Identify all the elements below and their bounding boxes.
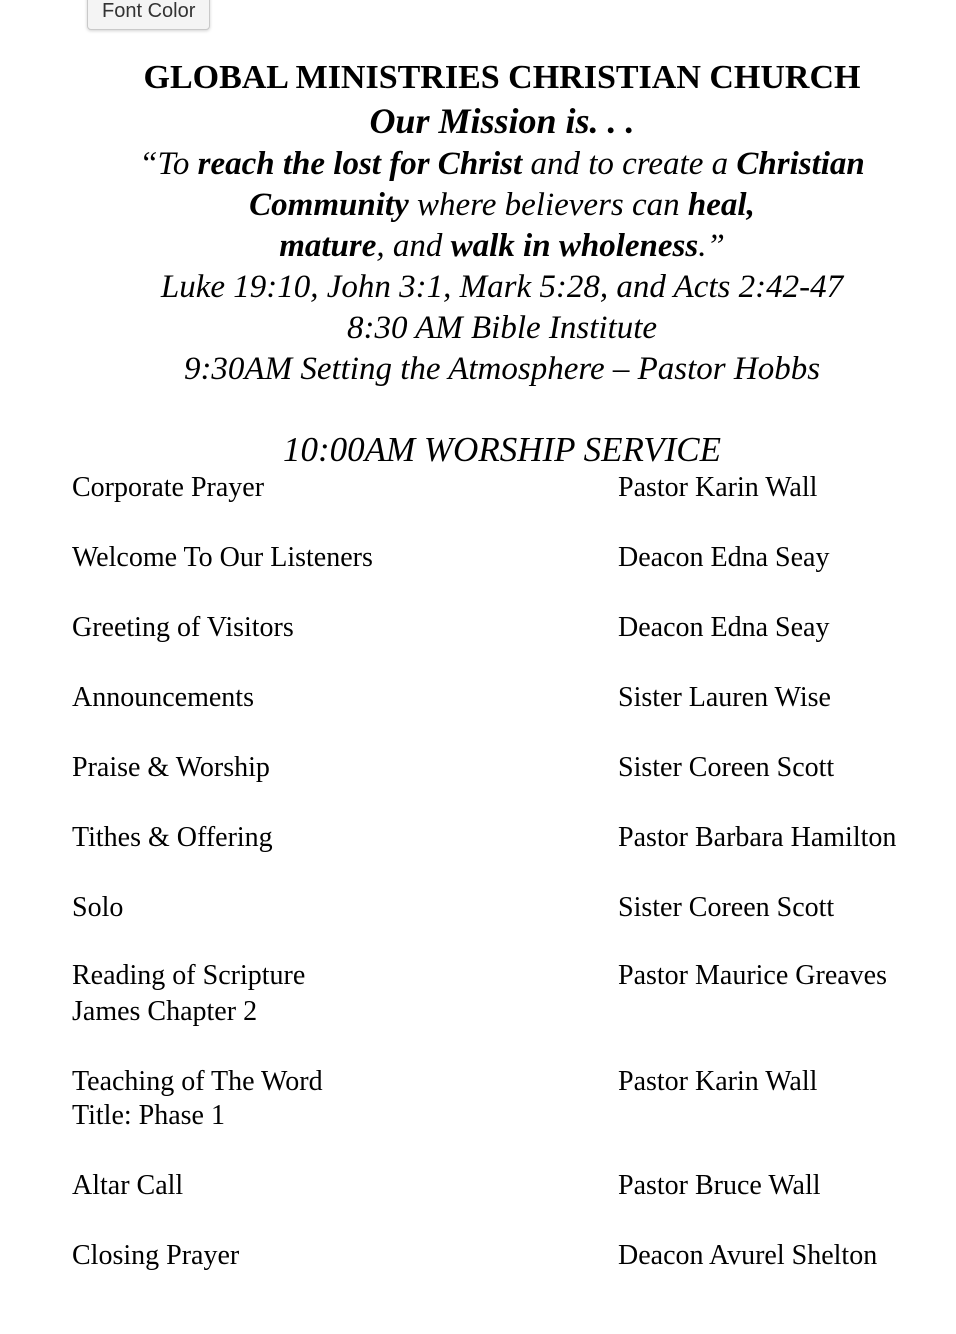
bible-institute-time: 8:30 AM Bible Institute	[346, 310, 658, 346]
mission-text-fragment: “To	[139, 146, 198, 182]
mission-text-fragment: , and	[376, 228, 451, 264]
program-item: Teaching of The Word	[72, 1066, 323, 1097]
program-item: Altar Call	[72, 1170, 184, 1201]
mission-statement-line-3	[48, 226, 956, 267]
program-item: Closing Prayer	[72, 1240, 240, 1271]
program-item-detail: James Chapter 2	[72, 996, 258, 1027]
program-person: Pastor Bruce Wall	[618, 1170, 821, 1201]
program-item: Announcements	[72, 682, 254, 713]
church-name: GLOBAL MINISTRIES CHRISTIAN CHURCH	[143, 59, 861, 96]
mission-emphasis: reach the lost for Christ	[197, 146, 523, 182]
program-item: Corporate Prayer	[72, 472, 265, 503]
program-item: Solo	[72, 892, 124, 923]
program-item: Tithes & Offering	[72, 822, 273, 853]
mission-emphasis: Community	[249, 187, 409, 223]
mission-emphasis: walk in wholeness	[450, 228, 699, 264]
program-person: Sister Coreen Scott	[618, 752, 835, 783]
program-person: Deacon Edna Seay	[618, 542, 830, 573]
mission-emphasis: heal,	[687, 187, 755, 223]
program-person: Pastor Maurice Greaves	[618, 960, 888, 991]
program-item: Welcome To Our Listeners	[72, 542, 373, 573]
program-person: Pastor Barbara Hamilton	[618, 822, 897, 853]
program-person: Deacon Avurel Shelton	[618, 1240, 878, 1271]
mission-statement-line-1	[48, 144, 956, 185]
program-item-detail: Title: Phase 1	[72, 1100, 225, 1131]
program-item: Praise & Worship	[72, 752, 270, 783]
program-item: Reading of Scripture	[72, 960, 306, 991]
program-item: Greeting of Visitors	[72, 612, 294, 643]
mission-text-fragment: .”	[698, 228, 725, 264]
program-person: Sister Coreen Scott	[618, 892, 835, 923]
font-color-tooltip: Font Color	[87, 0, 210, 30]
bulletin-header	[0, 58, 956, 390]
program-person: Sister Lauren Wise	[618, 682, 831, 713]
mission-text-fragment: and to create a	[522, 146, 737, 182]
mission-emphasis: mature	[279, 228, 377, 264]
worship-service-heading: 10:00AM WORSHIP SERVICE	[282, 430, 722, 469]
setting-atmosphere-time: 9:30AM Setting the Atmosphere – Pastor Hobbs	[183, 351, 821, 387]
program-person: Deacon Edna Seay	[618, 612, 830, 643]
mission-title: Our Mission is. . .	[369, 101, 635, 141]
mission-emphasis: Christian	[736, 146, 865, 182]
program-person: Pastor Karin Wall	[618, 1066, 818, 1097]
mission-statement-line-2	[48, 185, 956, 226]
scripture-references: Luke 19:10, John 3:1, Mark 5:28, and Acts 2:42-47	[160, 269, 844, 305]
mission-text-fragment: where believers can	[408, 187, 688, 223]
program-person: Pastor Karin Wall	[618, 472, 818, 503]
